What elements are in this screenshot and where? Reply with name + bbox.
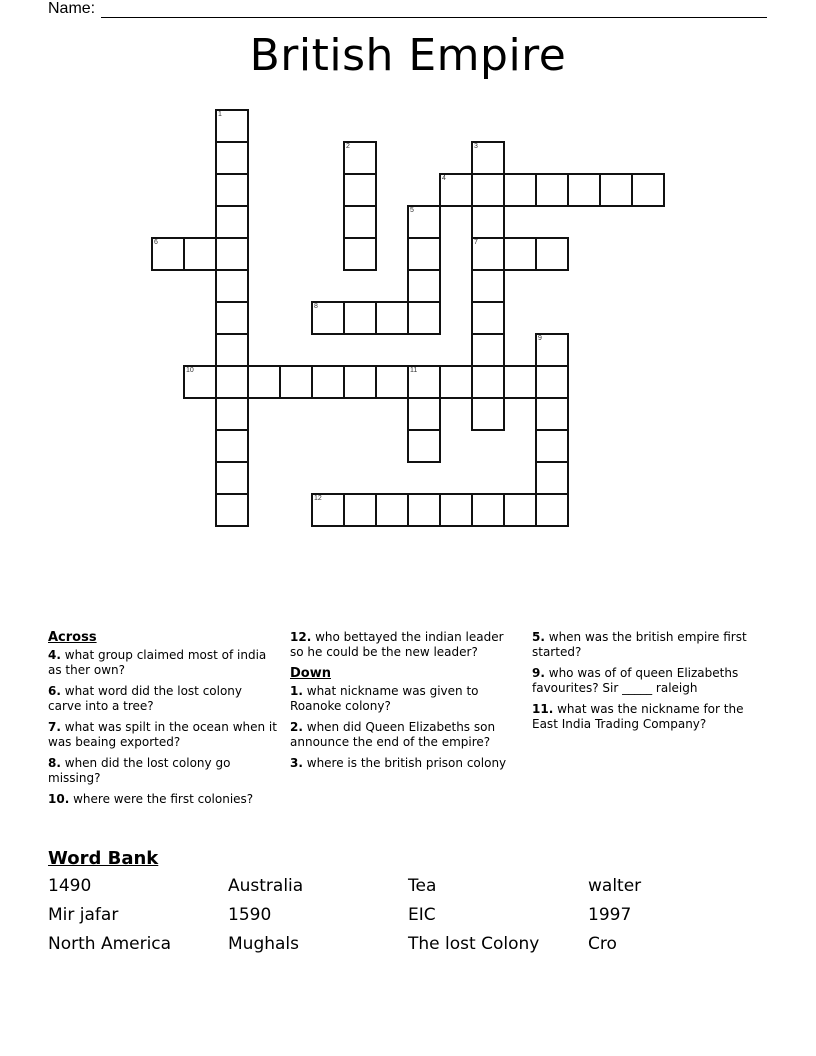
crossword-cell[interactable]: [215, 269, 249, 303]
crossword-cell[interactable]: [215, 301, 249, 335]
clue-across-6: 6. what word did the lost colony carve into a tree?: [48, 684, 243, 713]
crossword-cell[interactable]: [375, 301, 409, 335]
crossword-cell[interactable]: [215, 365, 249, 399]
name-label: Name:: [48, 0, 96, 17]
crossword-cell[interactable]: [407, 301, 441, 335]
word-bank-item: Tea: [408, 876, 437, 896]
crossword-cell[interactable]: [503, 237, 537, 271]
crossword-cell[interactable]: [215, 461, 249, 495]
crossword-cell[interactable]: [311, 493, 345, 527]
clue-down-3: 3. where is the british prison colony: [290, 756, 507, 770]
clue-down-9: 9. who was of of queen Elizabeths favourites? Sir _____ raleigh: [532, 666, 739, 695]
word-bank-item: North America: [48, 934, 172, 954]
clue-number: 3: [474, 143, 478, 150]
clue-across-8: 8. when did the lost colony go missing?: [48, 756, 231, 785]
clue-number: 7: [474, 239, 478, 246]
crossword-cell[interactable]: [215, 429, 249, 463]
crossword-cell[interactable]: [631, 173, 665, 207]
clue-down-11: 11. what was the nickname for the East India Trading Company?: [532, 702, 744, 731]
clue-across-12: 12. who bettayed the indian leader so he could be the new leader?: [290, 630, 504, 659]
crossword-cell[interactable]: [535, 365, 569, 399]
crossword-cell[interactable]: [407, 365, 441, 399]
crossword-cell[interactable]: [407, 269, 441, 303]
crossword-cell[interactable]: [375, 365, 409, 399]
crossword-cell[interactable]: [503, 493, 537, 527]
crossword-cell[interactable]: [407, 237, 441, 271]
crossword-cell[interactable]: [151, 237, 185, 271]
word-bank-item: EIC: [408, 905, 436, 925]
crossword-cell[interactable]: [535, 461, 569, 495]
word-bank-item: Mughals: [228, 934, 300, 954]
crossword-cell[interactable]: [279, 365, 313, 399]
across-heading: Across: [48, 630, 97, 645]
word-bank-item: 1997: [588, 905, 632, 925]
crossword-cell[interactable]: [407, 205, 441, 239]
crossword-cell[interactable]: [247, 365, 281, 399]
crossword-cell[interactable]: [535, 237, 569, 271]
crossword-cell[interactable]: [471, 333, 505, 367]
crossword-cell[interactable]: [471, 269, 505, 303]
clue-number: 12: [314, 495, 322, 502]
crossword-cell[interactable]: [343, 205, 377, 239]
crossword-cell[interactable]: [471, 173, 505, 207]
crossword-cell[interactable]: [439, 365, 473, 399]
word-bank-item: Cro: [588, 934, 617, 954]
clues-column-2: [290, 630, 520, 777]
clue-number: 2: [346, 143, 350, 150]
crossword-cell[interactable]: [407, 493, 441, 527]
clue-across-4: 4. what group claimed most of india as ther own?: [48, 648, 267, 677]
crossword-cell[interactable]: [535, 429, 569, 463]
crossword-cell[interactable]: [535, 333, 569, 367]
clue-down-5: 5. when was the british empire first started?: [532, 630, 747, 659]
crossword-cell[interactable]: [503, 173, 537, 207]
crossword-cell[interactable]: [215, 109, 249, 143]
word-bank-item: 1590: [228, 905, 272, 925]
down-heading: Down: [290, 666, 331, 681]
crossword-cell[interactable]: [471, 205, 505, 239]
crossword-cell[interactable]: [375, 493, 409, 527]
crossword-cell[interactable]: [407, 429, 441, 463]
crossword-cell[interactable]: [343, 493, 377, 527]
clue-down-2: 2. when did Queen Elizabeths son announce the end of the empire?: [290, 720, 496, 749]
crossword-cell[interactable]: [215, 333, 249, 367]
word-bank-item: 1490: [48, 876, 92, 896]
crossword-cell[interactable]: [183, 365, 217, 399]
crossword-cell[interactable]: [567, 173, 601, 207]
word-bank-item: Mir jafar: [48, 905, 119, 925]
crossword-cell[interactable]: [471, 301, 505, 335]
clue-across-7: 7. what was spilt in the ocean when it was beaing exported?: [48, 720, 277, 749]
clue-number: 1: [218, 111, 222, 118]
word-bank-title: Word Bank: [48, 848, 159, 869]
word-bank-item: The lost Colony: [408, 934, 540, 954]
crossword-cell[interactable]: [471, 397, 505, 431]
word-bank-item: Australia: [228, 876, 304, 896]
crossword-cell[interactable]: [599, 173, 633, 207]
clue-number: 11: [410, 367, 418, 374]
crossword-cell[interactable]: [343, 173, 377, 207]
crossword-cell[interactable]: [535, 493, 569, 527]
crossword-cell[interactable]: [215, 173, 249, 207]
clue-down-1: 1. what nickname was given to Roanoke colony?: [290, 684, 479, 713]
clues-column-3: [532, 630, 762, 738]
crossword-cell[interactable]: [343, 301, 377, 335]
crossword-cell[interactable]: [215, 237, 249, 271]
name-line[interactable]: [101, 3, 767, 18]
crossword-cell[interactable]: [343, 365, 377, 399]
crossword-cell[interactable]: [535, 173, 569, 207]
page-title: British Empire: [249, 30, 567, 81]
crossword-cell[interactable]: [439, 493, 473, 527]
crossword-cell[interactable]: [343, 237, 377, 271]
crossword-cell[interactable]: [471, 237, 505, 271]
crossword-cell[interactable]: [183, 237, 217, 271]
crossword-cell[interactable]: [471, 493, 505, 527]
clue-number: 9: [538, 335, 542, 342]
clue-number: 8: [314, 303, 318, 310]
crossword-cell[interactable]: [215, 397, 249, 431]
clue-number: 5: [410, 207, 414, 214]
crossword-cell[interactable]: [311, 301, 345, 335]
crossword-cell[interactable]: [343, 141, 377, 175]
crossword-cell[interactable]: [215, 205, 249, 239]
crossword-cell[interactable]: [407, 397, 441, 431]
clue-across-10: 10. where were the first colonies?: [48, 792, 254, 806]
crossword-cell[interactable]: [311, 365, 345, 399]
name-field[interactable]: [48, 0, 767, 18]
crossword-cell[interactable]: [535, 397, 569, 431]
crossword-cell[interactable]: [503, 365, 537, 399]
crossword-cell[interactable]: [471, 365, 505, 399]
word-bank-item: walter: [588, 876, 642, 896]
crossword-cell[interactable]: [215, 493, 249, 527]
crossword-cell[interactable]: [439, 173, 473, 207]
clue-number: 10: [186, 367, 194, 374]
crossword-cell[interactable]: [471, 141, 505, 175]
clue-number: 4: [442, 175, 446, 182]
crossword-cell[interactable]: [215, 141, 249, 175]
clues-column-1: [48, 630, 278, 813]
clue-number: 6: [154, 239, 158, 246]
